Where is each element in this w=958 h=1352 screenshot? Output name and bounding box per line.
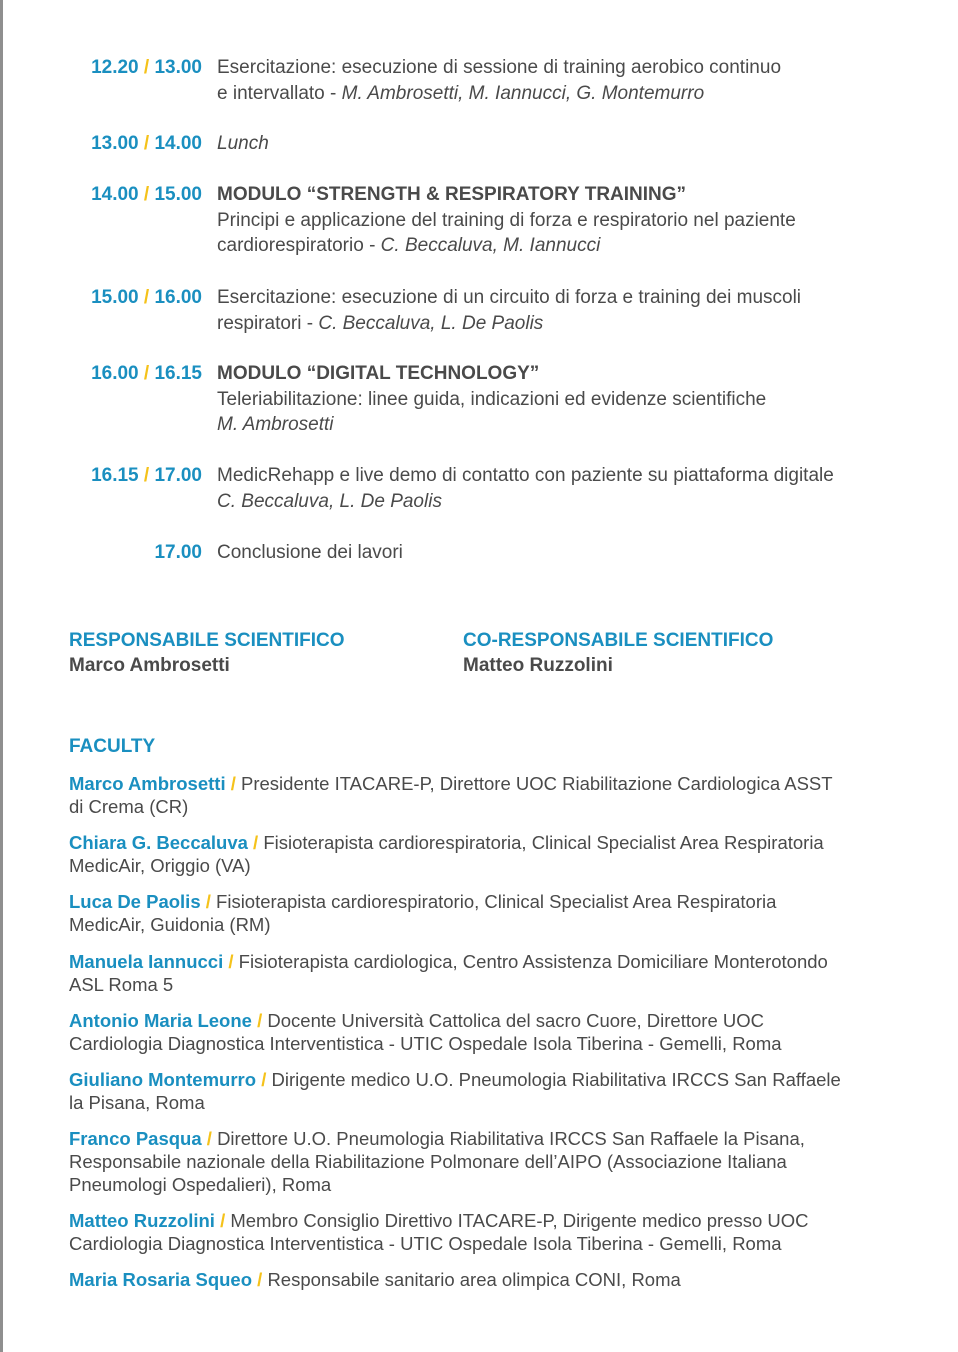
faculty-line	[69, 1032, 899, 1055]
session-text: Esercitazione: esecuzione di sessione di training aerobico continuo	[217, 57, 782, 78]
faculty-name: Giuliano Montemurro	[69, 1069, 257, 1090]
schedule-content	[217, 131, 917, 157]
responsabile-name: Marco Ambrosetti	[69, 655, 230, 676]
faculty-line	[69, 854, 899, 877]
faculty-name: Chiara G. Beccaluva	[69, 832, 248, 853]
co-responsabile-block	[463, 628, 773, 678]
faculty-name: Antonio Maria Leone	[69, 1010, 252, 1031]
speaker-names: C. Beccaluva, M. Iannucci	[380, 235, 601, 256]
faculty-description: la Pisana, Roma	[69, 1092, 205, 1113]
faculty-description: Cardiologia Diagnostica Interventistica - UTIC Ospedale Isola Tiberina - Gemelli, Roma	[69, 1033, 782, 1054]
faculty-line	[69, 795, 899, 818]
faculty-entry	[69, 950, 899, 996]
time-end: 14.00	[154, 133, 202, 154]
schedule-time	[69, 285, 202, 310]
speaker-names: C. Beccaluva, L. De Paolis	[318, 312, 544, 334]
faculty-line	[69, 1209, 899, 1232]
schedule-line	[217, 182, 917, 208]
faculty-line	[69, 913, 899, 936]
faculty-description: Fisioterapista cardiorespiratorio, Clinical Specialist Area Respiratoria	[216, 891, 777, 912]
faculty-name: Matteo Ruzzolini	[69, 1210, 215, 1231]
schedule-line	[217, 55, 917, 81]
faculty-entry	[69, 890, 899, 936]
faculty-description: Membro Consiglio Direttivo ITACARE-P, Dirigente medico presso UOC	[230, 1210, 809, 1231]
schedule-line	[217, 131, 917, 157]
schedule-time	[69, 131, 202, 156]
time-end: 16.00	[154, 287, 202, 308]
time-separator: /	[138, 133, 155, 154]
faculty-separator: /	[201, 1128, 218, 1149]
faculty-entry	[69, 831, 899, 877]
faculty-line	[69, 1009, 899, 1032]
faculty-line	[69, 890, 899, 913]
faculty-separator: /	[200, 891, 217, 912]
faculty-entry	[69, 1068, 899, 1114]
schedule-content	[217, 285, 917, 336]
session-text: MedicRehapp e live demo di contatto con paziente su piattaforma digitale	[217, 465, 834, 486]
faculty-description: di Crema (CR)	[69, 796, 189, 817]
schedule-time	[69, 361, 202, 386]
faculty-line	[69, 1127, 899, 1150]
schedule-line	[217, 233, 917, 259]
schedule-content	[217, 55, 917, 106]
faculty-description: MedicAir, Origgio (VA)	[69, 855, 251, 876]
faculty-line	[69, 831, 899, 854]
faculty-description: Pneumologi Ospedalieri), Roma	[69, 1174, 332, 1195]
faculty-separator: /	[223, 951, 239, 972]
co-responsabile-label: CO-RESPONSABILE SCIENTIFICO	[463, 630, 774, 651]
schedule-line	[217, 412, 917, 438]
speaker-names: C. Beccaluva, L. De Paolis	[217, 490, 442, 512]
schedule-content	[217, 463, 917, 514]
faculty-description: ASL Roma 5	[69, 974, 174, 995]
faculty-separator: /	[252, 1269, 268, 1290]
faculty-name: Manuela Iannucci	[69, 951, 224, 972]
faculty-entry	[69, 1127, 899, 1196]
faculty-entry	[69, 1209, 899, 1255]
faculty-name: Franco Pasqua	[69, 1128, 202, 1149]
time-start: 17.00	[154, 542, 202, 563]
faculty-line	[69, 1068, 899, 1091]
co-responsabile-name: Matteo Ruzzolini	[463, 655, 613, 676]
time-separator: /	[138, 363, 155, 384]
faculty-line	[69, 1173, 899, 1196]
faculty-description: Responsabile nazionale della Riabilitazione Polmonare dell’AIPO (Associazione Italiana	[69, 1151, 787, 1172]
faculty-description: Docente Università Cattolica del sacro Cuore, Direttore UOC	[267, 1010, 764, 1031]
schedule-line	[217, 489, 917, 515]
schedule-time	[69, 182, 202, 207]
faculty-line	[69, 1268, 899, 1291]
time-start: 16.00	[91, 363, 139, 384]
faculty-description: Fisioterapista cardiologica, Centro Assistenza Domiciliare Monterotondo	[238, 951, 828, 972]
schedule-content	[217, 361, 917, 438]
time-separator: /	[138, 184, 155, 205]
time-start: 14.00	[91, 184, 139, 205]
faculty-description: Fisioterapista cardiorespiratoria, Clinical Specialist Area Respiratoria	[263, 832, 824, 853]
session-text: e intervallato -	[217, 82, 342, 104]
time-end: 16.15	[154, 363, 202, 384]
schedule-line	[217, 311, 917, 337]
faculty-line	[69, 950, 899, 973]
schedule-line	[217, 285, 917, 311]
faculty-title: FACULTY	[69, 736, 156, 757]
schedule-time	[69, 463, 202, 488]
time-end: 17.00	[154, 465, 202, 486]
faculty-line	[69, 973, 899, 996]
time-separator: /	[138, 57, 155, 78]
faculty-line	[69, 1232, 899, 1255]
schedule-line	[217, 387, 917, 413]
schedule-time	[69, 55, 202, 80]
faculty-name: Luca De Paolis	[69, 891, 201, 912]
time-start: 12.20	[91, 57, 139, 78]
faculty-line	[69, 772, 899, 795]
faculty-separator: /	[256, 1069, 272, 1090]
faculty-description: Responsabile sanitario area olimpica CONI, Roma	[267, 1269, 681, 1290]
faculty-entry	[69, 772, 899, 818]
session-text: respiratori -	[217, 312, 319, 334]
schedule-time	[69, 540, 202, 565]
schedule-line	[217, 208, 917, 234]
faculty-description: Presidente ITACARE-P, Direttore UOC Riabilitazione Cardiologica ASST	[241, 773, 833, 794]
left-page-edge	[0, 0, 3, 1352]
time-separator: /	[138, 465, 155, 486]
faculty-separator: /	[251, 1010, 268, 1031]
schedule-line	[217, 540, 917, 566]
faculty-separator: /	[225, 773, 242, 794]
speaker-names: M. Ambrosetti	[217, 414, 334, 435]
faculty-separator: /	[247, 832, 264, 853]
time-start: 15.00	[91, 287, 139, 308]
faculty-description: Direttore U.O. Pneumologia Riabilitativa IRCCS San Raffaele la Pisana,	[217, 1128, 805, 1149]
speaker-names: Lunch	[217, 133, 269, 154]
session-text: Conclusione dei lavori	[217, 542, 403, 563]
time-end: 15.00	[154, 184, 202, 205]
module-title: MODULO “STRENGTH & RESPIRATORY TRAINING”	[217, 184, 687, 205]
schedule-line	[217, 463, 917, 489]
faculty-line	[69, 1150, 899, 1173]
faculty-description: Dirigente medico U.O. Pneumologia Riabilitativa IRCCS San Raffaele	[271, 1069, 841, 1090]
schedule-line	[217, 361, 917, 387]
responsabile-label: RESPONSABILE SCIENTIFICO	[69, 630, 345, 651]
schedule-line	[217, 81, 917, 107]
session-text: Principi e applicazione del training di forza e respiratorio nel paziente	[217, 209, 796, 231]
faculty-description: MedicAir, Guidonia (RM)	[69, 914, 271, 935]
time-start: 16.15	[91, 465, 139, 486]
time-start: 13.00	[91, 133, 139, 154]
faculty-name: Marco Ambrosetti	[69, 773, 226, 794]
faculty-name: Maria Rosaria Squeo	[69, 1269, 253, 1290]
session-text: Esercitazione: esecuzione di un circuito di forza e training dei muscoli	[217, 287, 802, 308]
time-end: 13.00	[154, 57, 202, 78]
faculty-description: Cardiologia Diagnostica Interventistica - UTIC Ospedale Isola Tiberina - Gemelli, Roma	[69, 1233, 782, 1254]
faculty-entry	[69, 1009, 899, 1055]
speaker-names: M. Ambrosetti, M. Iannucci, G. Montemurro	[341, 82, 705, 104]
schedule-content	[217, 182, 917, 259]
time-separator: /	[138, 287, 155, 308]
responsabile-block	[69, 628, 345, 678]
module-title: MODULO “DIGITAL TECHNOLOGY”	[217, 363, 540, 384]
session-text: cardiorespiratorio -	[217, 235, 381, 256]
faculty-entry	[69, 1268, 899, 1291]
session-text: Teleriabilitazione: linee guida, indicazioni ed evidenze scientifiche	[217, 388, 767, 410]
faculty-separator: /	[214, 1210, 231, 1231]
faculty-line	[69, 1091, 899, 1114]
schedule-content	[217, 540, 917, 566]
